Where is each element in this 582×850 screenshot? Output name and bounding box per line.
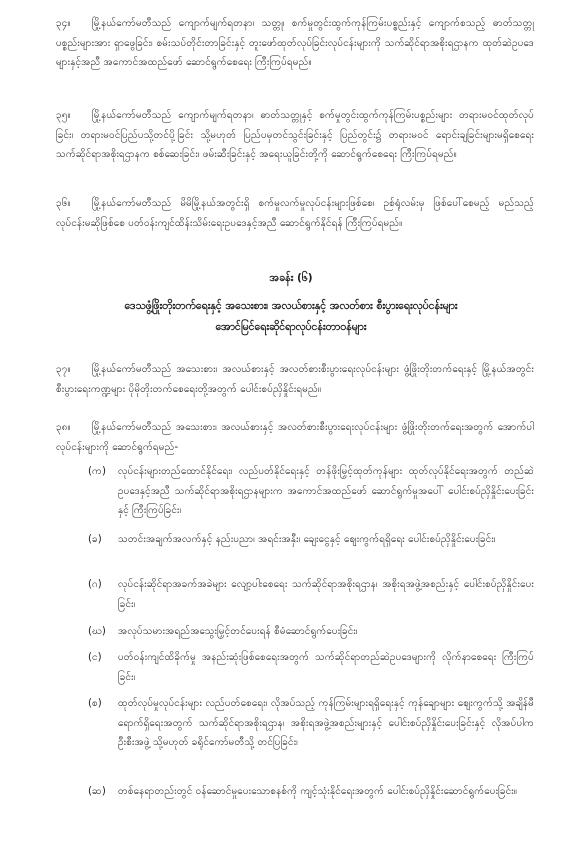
list-item-nga <box>88 648 534 687</box>
item-text: ထုတ်လုပ်မှုလုပ်ငန်းများ လည်ပတ်စေရေး၊ လိုအပ်သည့် ကုန်ကြမ်းများရရှိရေးနှင့် ကုန်ချောများ ဈေးကွက်သို့ အချိန်မီရောက်ရှိရေးအတွက် သက်ဆိုင်ရာအစိုးရဌာန၊ အစိုးရအဖွဲ့အစည်းများနှင့် ပေါင်းစပ်ညှိနှိုင်းပေးခြင်းနှင့် လိုအပ်ပါက ဦးစီးအဖွဲ့ သို့မဟုတ် ခရိုင်ကော်မတီသို့ တင်ပြခြင်း၊ <box>118 698 534 748</box>
item-text: ပတ်ဝန်းကျင်ထိခိုက်မှု အနည်းဆုံးဖြစ်စေရေးအတွက် သက်ဆိုင်ရာတည်ဆဲဥပဒေများကို လိုက်နာစေရေး ကြီးကြပ်ခြင်း၊ <box>118 652 534 683</box>
item-text: အလုပ်သမားအရည်အသွေးမြှင့်တင်ပေးရန် စီမံဆောင်ရွက်ပေးခြင်း၊ <box>118 626 358 637</box>
list-item-ka <box>88 462 534 521</box>
section-text: မြို့နယ်ကော်မတီသည် အသေးစား၊ အလယ်စားနှင့် အလတ်စားစီးပွားရေးလုပ်ငန်းများ ဖွံ့ဖြိုးတိုးတက်ရေးနှင့် မြို့နယ်အတွင်း စီးပွားရေးကဏ္ဍများ ပိုမိုတိုးတက်စေရေးတို့အတွက် ပေါင်းစပ်ညှိနှိုင်းရမည်။ <box>56 364 534 395</box>
item-text: တစ်နေရာတည်းတွင် ဝန်ဆောင်မှုပေးသောစနစ်ကို ကျင့်သုံးနိုင်ရေးအတွက် ပေါင်းစပ်ညှိနှိုင်းဆောင်ရွက်ပေးခြင်း။ <box>118 786 517 797</box>
section-number: ၃၄။ <box>56 18 71 29</box>
item-text: လုပ်ငန်းများတည်ထောင်နိုင်ရေး၊ လည်ပတ်နိုင်ရေးနှင့် တန်ဖိုးမြှင့်ထုတ်ကုန်များ ထုတ်လုပ်နိုင်ရေးအတွက် တည်ဆဲဥပဒေနှင့်အညီ သက်ဆိုင်ရာအစိုးရဌာနများက အကောင်အထည်ဖော် ဆောင်ရွက်မှုအပေါ် ပေါင်းစပ်ညှိနှိုင်းပေးခြင်းနှင့် ကြီးကြပ်ခြင်း၊ <box>118 466 534 516</box>
section-text: မြို့နယ်ကော်မတီသည် မိမိမြို့နယ်အတွင်းရှိ စက်မှုလက်မှုလုပ်ငန်းများဖြစ်စေ၊ ဉစ်ရုံလမ်းမှ ဖြစ်ပေါ်စေမည့် မည်သည့်လုပ်ငန်းမဆိုဖြစ်စေ ပတ်ဝန်းကျင်ထိန်းသိမ်းရေးဥပဒေနှင့်အညီ ဆောင်ရွက်နိုင်ရန် ကြီးကြပ်ရမည်။ <box>56 198 534 229</box>
section-number: ၃၇။ <box>56 364 71 375</box>
section-35 <box>56 106 534 165</box>
list-item-kha <box>88 530 534 550</box>
section-38 <box>56 418 534 457</box>
item-text: လုပ်ငန်းဆိုင်ရာအခက်အခဲများ လျော့ပါးစေရေး သက်ဆိုင်ရာအစိုးရဌာန၊ အစိုးရအဖွဲ့အစည်းနှင့် ပေါင်းစပ်ညှိနှိုင်းပေးခြင်း၊ <box>118 579 534 610</box>
item-marker: (ခ) <box>88 534 102 545</box>
list-item-gha <box>88 622 534 642</box>
section-34 <box>56 14 534 73</box>
item-marker: (ဆ) <box>88 786 106 797</box>
section-36 <box>56 194 534 233</box>
chapter-title-line-2: အောင်မြင်ရေးဆိုင်ရာလုပ်ငန်းတာဝန်များ <box>215 321 367 333</box>
item-marker: (ဃ) <box>88 626 106 637</box>
section-37 <box>56 360 534 399</box>
chapter-title-line-1: ဒေသဖွံ့ဖြိုးတိုးတက်ရေးနှင့် အသေးစား၊ အလယ်စားနှင့် အလတ်စား စီးပွားရေးလုပ်ငန်းများ <box>124 300 458 312</box>
section-text: မြို့နယ်ကော်မတီသည် ကျောက်မျက်ရတနာ၊ သတ္တု၊ စက်မှုတွင်းထွက်ကုန်ကြမ်းပစ္စည်းနှင့် ကျောက်စသည့် ဓာတ်သတ္တုပစ္စည်းများအား ရှာဖွေခြင်း၊ စမ်းသပ်တိုင်းတာခြင်းနှင့် တူးဖော်ထုတ်လုပ်ခြင်းလုပ်ငန်းများကို သက်ဆိုင်ရာအစိုးရဌာနက ထုတ်ဆဲဥပဒေများနှင့်အညီ အကောင်အထည်ဖော် ဆောင်ရွက်စေရေး ကြီးကြပ်ရမည်။ <box>56 18 534 68</box>
item-marker: (င) <box>88 652 102 663</box>
item-marker: (ဂ) <box>88 579 102 590</box>
section-text: မြို့နယ်ကော်မတီသည် အသေးစား၊ အလယ်စားနှင့် အလတ်စားစီးပွားရေးလုပ်ငန်းများ ဖွံ့ဖြိုးတိုးတက်ရေးအတွက် အောက်ပါလုပ်ငန်းများကို ဆောင်ရွက်ရမည်- <box>56 422 534 453</box>
item-marker: (က) <box>88 466 106 477</box>
list-item-sa <box>88 694 534 753</box>
list-item-ga <box>88 575 534 614</box>
section-text: မြို့နယ်ကော်မတီသည် ကျောက်မျက်ရတနာ၊ ဓာတ်သတ္တုနှင့် စက်မှုတွင်းထွက်ကုန်ကြမ်းပစ္စည်းများ တရားမဝင်ထုတ်လုပ်ခြင်း၊ တရားမဝင်ပြည်ပသို့တင်ပို့ခြင်း သို့မဟုတ် ပြည်ပမှတင်သွင်းခြင်းနှင့် ပြည်တွင်း၌ တရားမဝင် ရောင်းချခြင်းများမရှိစေရေး သက်ဆိုင်ရာအစိုးရဌာနက စစ်ဆေးခြင်း၊ ဖမ်းဆီးခြင်းနှင့် အရေးယူခြင်းတို့ကို ဆောင်ရွက်စေရေး ကြီးကြပ်ရမည်။ <box>56 110 534 160</box>
chapter-label: အခန်း (၆) <box>269 272 313 284</box>
section-number: ၃၆။ <box>56 198 71 209</box>
list-item-hsa <box>88 782 534 802</box>
section-number: ၃၈။ <box>56 422 71 433</box>
section-number: ၃၅။ <box>56 110 71 121</box>
item-marker: (စ) <box>88 698 102 709</box>
item-text: သတင်းအချက်အလက်နှင့် နည်းပညာ၊ အရင်းအနှီး၊ ချေးငွေနှင့် ဈေးကွက်ရရှိရေး ပေါင်းစပ်ညှိနှိုင်းပေးခြင်း၊ <box>118 534 496 545</box>
